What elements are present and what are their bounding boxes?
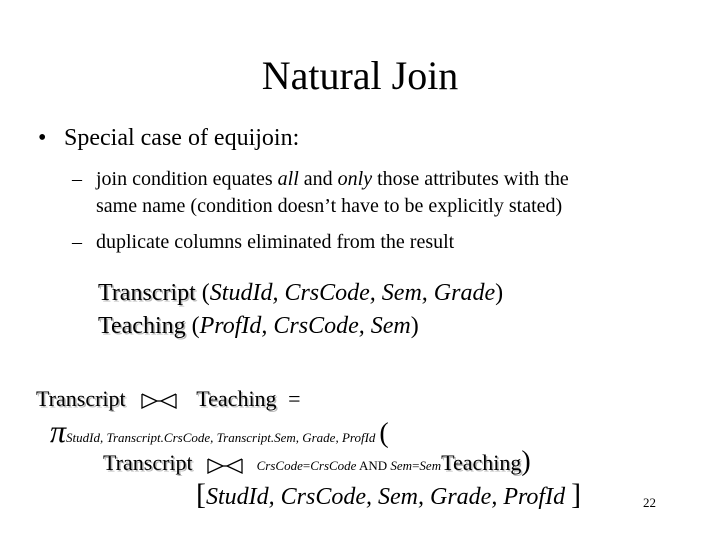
relation-name: Teaching xyxy=(98,313,186,339)
relation-name: Transcript xyxy=(98,280,196,306)
sub-bullet-text: those attributes with the xyxy=(372,168,569,190)
paren: ( xyxy=(185,313,200,339)
relation-name: Transcript xyxy=(36,386,126,411)
join-expression xyxy=(36,386,300,412)
sub-bullet-join-condition xyxy=(96,166,569,220)
sub-bullet-marker: – xyxy=(72,168,82,190)
join-icon xyxy=(205,455,245,477)
sub-bullet-text: join condition equates xyxy=(96,168,278,190)
slide-title: Natural Join xyxy=(261,53,459,98)
sub-bullet-text: and xyxy=(298,168,338,190)
bracket: ] xyxy=(571,478,582,511)
attribute-list: ProfId, CrsCode, Sem xyxy=(199,313,411,339)
sub-bullet-duplicates: duplicate columns eliminated from the result xyxy=(96,231,455,253)
projection-attributes: StudId, Transcript.CrsCode, Transcript.Sem, Grade, ProfId xyxy=(66,430,376,445)
paren: ( xyxy=(379,418,389,449)
bracket: [ xyxy=(196,478,206,511)
sub-bullet-text-line2: same name (condition doesn’t have to be explicitly stated) xyxy=(96,195,563,217)
paren: ) xyxy=(495,280,504,306)
bullet-text: Special case of equijoin: xyxy=(64,125,300,151)
emphasis-only: only xyxy=(337,168,373,190)
projection-line xyxy=(50,413,389,450)
sub-bullet-marker: – xyxy=(72,231,82,253)
equijoin-line xyxy=(103,446,531,478)
page-number: 22 xyxy=(643,495,656,510)
paren: ( xyxy=(195,280,210,306)
rename-line xyxy=(196,478,581,512)
paren: ) xyxy=(521,446,531,477)
emphasis-all: all xyxy=(277,168,299,190)
bullet-marker: • xyxy=(38,125,47,151)
join-condition: CrsCode=CrsCode AND Sem=Sem xyxy=(256,458,442,473)
paren: ) xyxy=(410,313,419,339)
equals-sign: = xyxy=(288,386,301,411)
rename-attributes: StudId, CrsCode, Sem, Grade, ProfId xyxy=(206,484,566,510)
schema-teaching xyxy=(98,313,419,340)
pi-symbol: π xyxy=(50,413,67,449)
relation-name: Teaching xyxy=(441,450,522,475)
natural-join-icon xyxy=(139,390,179,412)
attribute-list: StudId, CrsCode, Sem, Grade xyxy=(209,280,496,306)
relation-name: Teaching xyxy=(196,386,277,411)
schema-transcript xyxy=(98,280,503,307)
relation-name: Transcript xyxy=(103,450,193,475)
